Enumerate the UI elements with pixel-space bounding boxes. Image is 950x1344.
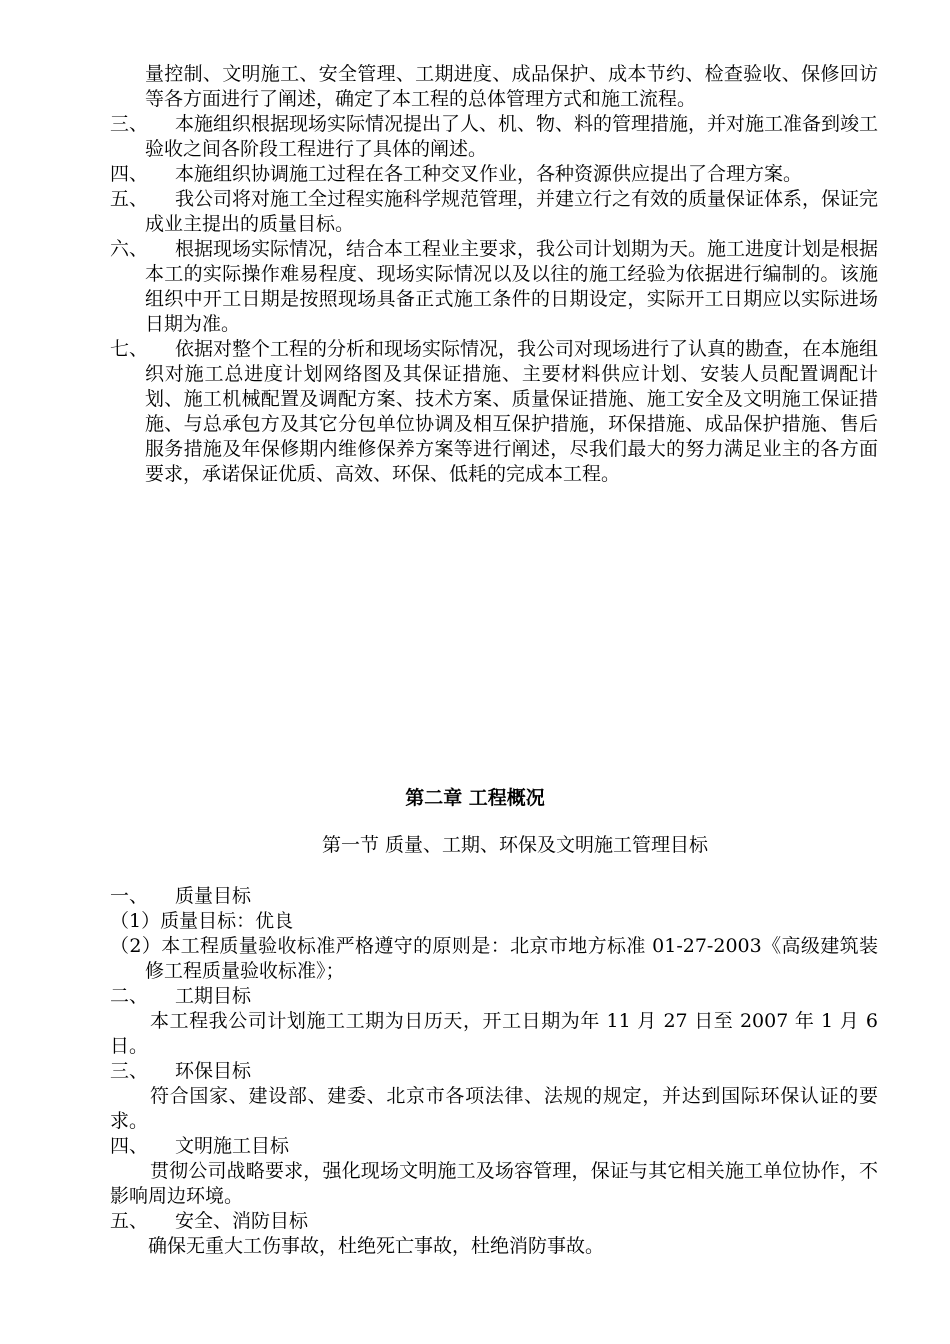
goal-heading-schedule	[110, 984, 878, 1009]
goals-list	[110, 884, 878, 1259]
list-item-4	[110, 162, 878, 187]
top-list	[110, 62, 878, 487]
list-item-text: 根据现场实际情况，结合本工程业主要求，我公司计划期为天。施工进度计划是根据本工的实际操作难易程度、现场实际情况以及以往的施工经验为依据进行编制的。该施组织中开工日期是按照现场具备正式施工条件的日期设定，实际开工日期应以实际进场日期为准。	[145, 238, 879, 335]
list-item-7	[110, 337, 878, 487]
goal-paragraph: 确保无重大工伤事故，杜绝死亡事故，杜绝消防事故。	[148, 1235, 605, 1257]
chapter-title: 第二章 工程概况	[405, 787, 545, 809]
goal-title: 文明施工目标	[175, 1135, 290, 1157]
goal-title: 工期目标	[175, 985, 252, 1007]
list-item-number: 四、	[110, 163, 149, 185]
goal-number: 五、	[110, 1210, 149, 1232]
list-item-text: 本施组织协调施工过程在各工种交叉作业，各种资源供应提出了合理方案。	[175, 163, 803, 185]
goal-paragraph: 本工程我公司计划施工工期为日历天，开工日期为年 11 月 27 日至 2007 年 1 月 6 日。	[110, 1010, 878, 1057]
list-item-number: 五、	[110, 188, 149, 210]
list-item-text: 本施组织根据现场实际情况提出了人、机、物、料的管理措施，并对施工准备到竣工验收之间各阶段工程进行了具体的阐述。	[145, 113, 879, 160]
goal-paragraph: 贯彻公司战略要求，强化现场文明施工及场容管理，保证与其它相关施工单位协作，不影响周边环境。	[110, 1160, 878, 1207]
list-item-continuation	[110, 62, 878, 112]
goal-sub-item: （1）质量目标：优良	[110, 910, 294, 932]
list-item-5	[110, 187, 878, 237]
goal-paragraph: 符合国家、建设部、建委、北京市各项法律、法规的规定，并达到国际环保认证的要求。	[110, 1085, 878, 1132]
goal-heading-safety	[110, 1209, 878, 1234]
goal-number: 二、	[110, 985, 149, 1007]
goal-number: 四、	[110, 1135, 149, 1157]
goal-heading-environment	[110, 1059, 878, 1084]
goal-title: 环保目标	[175, 1060, 252, 1082]
goal-heading-quality	[110, 884, 878, 909]
list-item-6	[110, 237, 878, 337]
list-item-3	[110, 112, 878, 162]
list-item-text: 我公司将对施工全过程实施科学规范管理，并建立行之有效的质量保证体系，保证完成业主提出的质量目标。	[145, 188, 879, 235]
list-item-number: 七、	[110, 338, 149, 360]
goal-heading-civilized	[110, 1134, 878, 1159]
section-title: 第一节 质量、工期、环保及文明施工管理目标	[321, 834, 709, 856]
goal-title: 质量目标	[175, 885, 252, 907]
goal-number: 三、	[110, 1060, 149, 1082]
list-item-text: 量控制、文明施工、安全管理、工期进度、成品保护、成本节约、检查验收、保修回访等各方面进行了阐述，确定了本工程的总体管理方式和施工流程。	[145, 63, 878, 110]
goal-title: 安全、消防目标	[175, 1210, 309, 1232]
list-item-number: 六、	[110, 238, 149, 260]
list-item-number: 三、	[110, 113, 149, 135]
goal-number: 一、	[110, 885, 149, 907]
goal-sub-item: （2）本工程质量验收标准严格遵守的原则是：北京市地方标准 01-27-2003《高级建筑装修工程质量验收标准》；	[110, 935, 878, 982]
list-item-text: 依据对整个工程的分析和现场实际情况，我公司对现场进行了认真的勘查，在本施组织对施工总进度计划网络图及其保证措施、主要材料供应计划、安装人员配置调配计划、施工机械配置及调配方案、技术方案、质量保证措施、施工安全及文明施工保证措施、与总承包方及其它分包单位协调及相互保护措施，环保措施、成品保护措施、售后服务措施及年保修期内维修保养方案等进行阐述，尽我们最大的努力满足业主的各方面要求，承诺保证优质、高效、环保、低耗的完成本工程。	[145, 338, 879, 485]
